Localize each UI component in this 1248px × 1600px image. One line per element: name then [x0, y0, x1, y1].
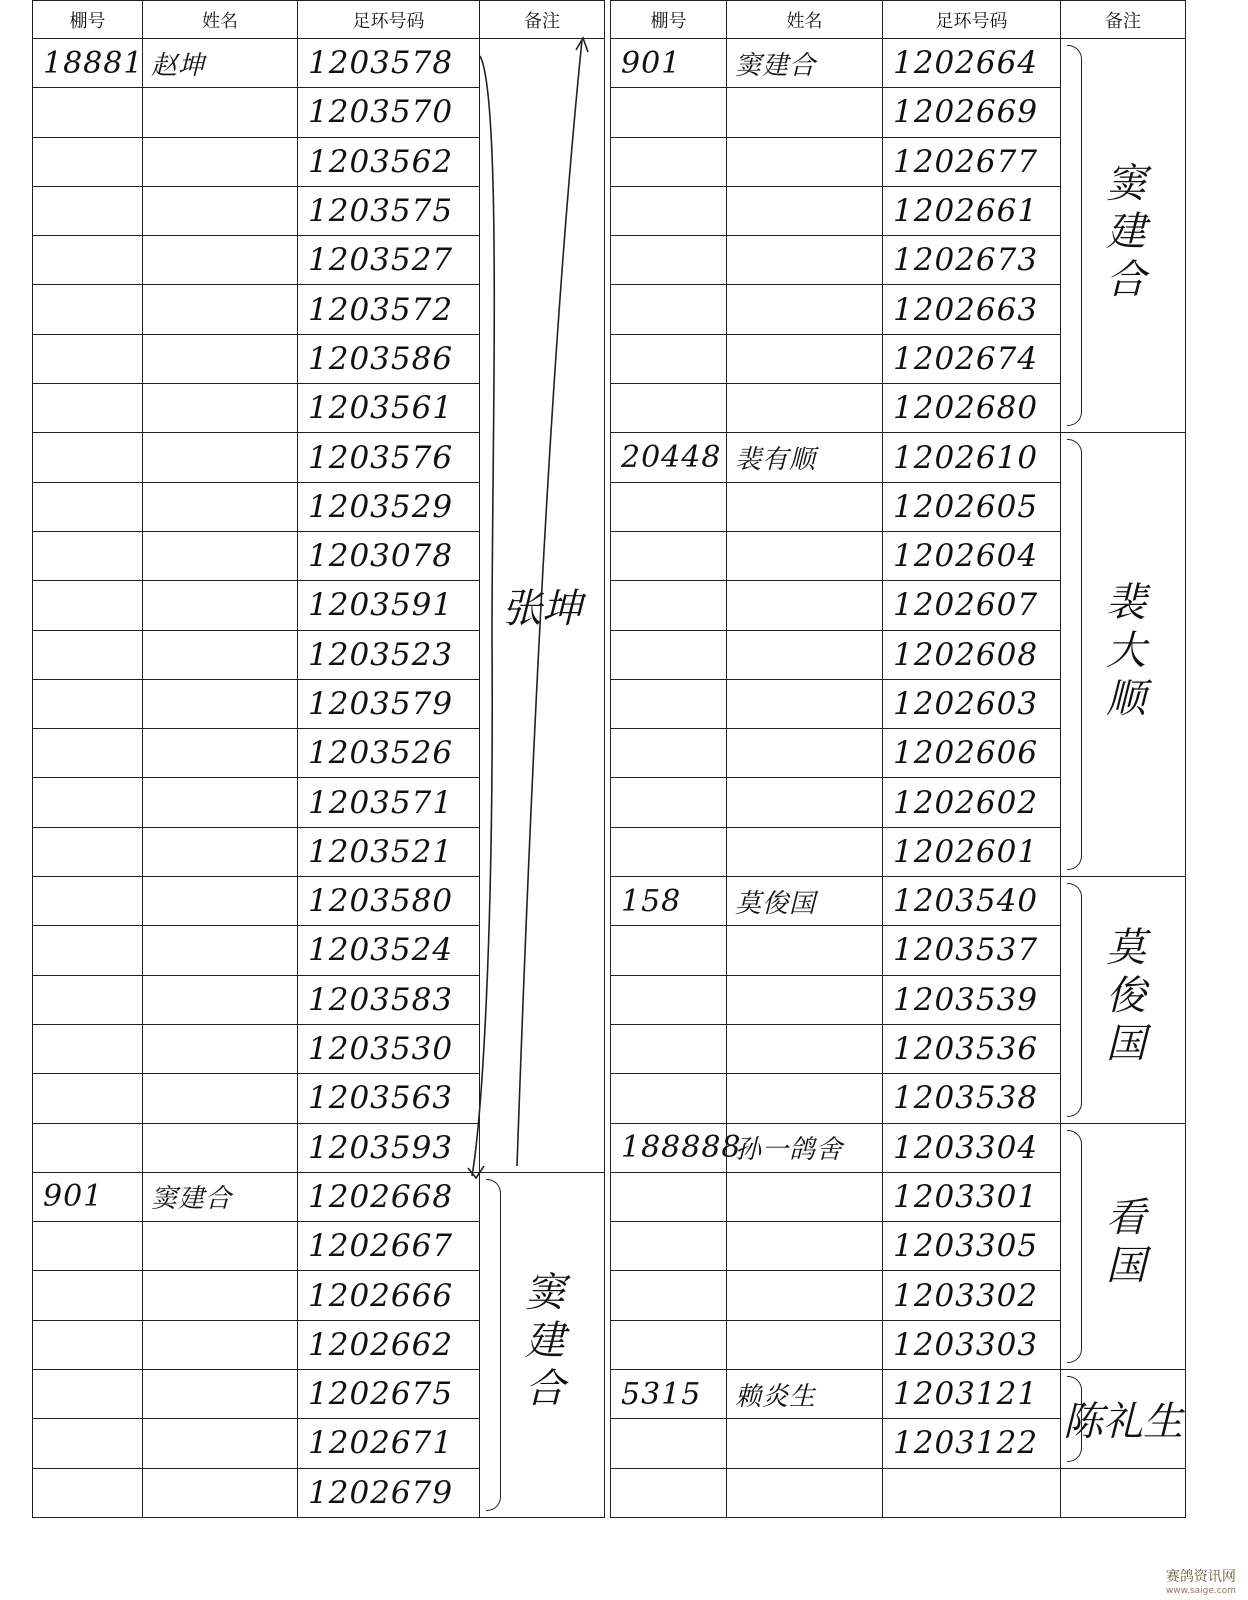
- ring-number-cell: 1203078: [298, 531, 480, 580]
- group-bracket: [486, 1179, 501, 1511]
- name-cell: [727, 1024, 883, 1073]
- right-register-table: [610, 0, 1186, 1518]
- name-cell: [143, 1074, 298, 1123]
- right-register-sheet: [610, 0, 1185, 1582]
- ring-number-cell: 1202664: [883, 39, 1061, 88]
- ring-number-cell: 1202662: [298, 1320, 480, 1369]
- name-cell: [727, 137, 883, 186]
- name-cell: [727, 630, 883, 679]
- header-row: [33, 1, 605, 39]
- name-cell: [143, 137, 298, 186]
- empty-cell: [883, 1468, 1061, 1517]
- name-cell: [143, 334, 298, 383]
- loft-cell: [611, 186, 727, 235]
- loft-cell: [611, 975, 727, 1024]
- loft-cell: [611, 236, 727, 285]
- group-bracket: [1067, 1130, 1082, 1363]
- loft-cell: [611, 1074, 727, 1123]
- ring-number-cell: 1203591: [298, 581, 480, 630]
- name-cell: [143, 679, 298, 728]
- loft-cell: 18881: [33, 39, 143, 88]
- header-ring: 足环号码: [298, 1, 480, 39]
- ring-number-cell: 1203530: [298, 1024, 480, 1073]
- header-row: [611, 1, 1186, 39]
- name-cell: [727, 1419, 883, 1468]
- ring-number-cell: 1202669: [883, 88, 1061, 137]
- name-cell: [727, 1074, 883, 1123]
- loft-cell: 901: [611, 39, 727, 88]
- header-loft: 棚号: [611, 1, 727, 39]
- name-cell: [143, 877, 298, 926]
- ring-number-cell: 1203521: [298, 827, 480, 876]
- table-row: [611, 877, 1186, 926]
- name-cell: 窦建合: [143, 1172, 298, 1221]
- loft-cell: [611, 630, 727, 679]
- ring-number-cell: 1203303: [883, 1320, 1061, 1369]
- name-cell: [143, 630, 298, 679]
- loft-cell: [33, 1370, 143, 1419]
- name-cell: [143, 975, 298, 1024]
- ring-number-cell: 1203121: [883, 1370, 1061, 1419]
- name-cell: [727, 531, 883, 580]
- loft-cell: [611, 1024, 727, 1073]
- loft-cell: [33, 1123, 143, 1172]
- name-cell: [727, 186, 883, 235]
- header-ring: 足环号码: [883, 1, 1061, 39]
- ring-number-cell: 1203302: [883, 1271, 1061, 1320]
- ring-number-cell: 1203537: [883, 926, 1061, 975]
- ring-number-cell: 1202679: [298, 1468, 480, 1517]
- loft-cell: [611, 778, 727, 827]
- loft-cell: [33, 236, 143, 285]
- ring-number-cell: 1202668: [298, 1172, 480, 1221]
- name-cell: 莫俊国: [727, 877, 883, 926]
- loft-cell: [611, 384, 727, 433]
- name-cell: [143, 236, 298, 285]
- note-text: 张坤: [502, 585, 582, 632]
- loft-cell: 158: [611, 877, 727, 926]
- ring-number-cell: 1202667: [298, 1222, 480, 1271]
- ring-number-cell: 1203524: [298, 926, 480, 975]
- note-cell: [480, 1172, 605, 1517]
- name-cell: [727, 334, 883, 383]
- ring-number-cell: 1203538: [883, 1074, 1061, 1123]
- note-cell: [480, 39, 605, 1173]
- loft-cell: [611, 1222, 727, 1271]
- ring-number-cell: 1203304: [883, 1123, 1061, 1172]
- table-row: [33, 39, 605, 88]
- loft-cell: [33, 285, 143, 334]
- note-cell: [1061, 433, 1186, 877]
- loft-cell: [33, 1024, 143, 1073]
- name-cell: [727, 729, 883, 778]
- loft-cell: [611, 285, 727, 334]
- header-name: 姓名: [727, 1, 883, 39]
- header-loft: 棚号: [33, 1, 143, 39]
- watermark-url: www.saige.com: [1165, 1586, 1236, 1596]
- note-cell: [1061, 1370, 1186, 1469]
- loft-cell: [33, 778, 143, 827]
- name-cell: [143, 729, 298, 778]
- watermark-text: 赛鸽资讯网: [1165, 1569, 1236, 1585]
- header-name: 姓名: [143, 1, 298, 39]
- loft-cell: [33, 1468, 143, 1517]
- group-bracket: [1067, 883, 1082, 1116]
- name-cell: [727, 1271, 883, 1320]
- name-cell: [727, 285, 883, 334]
- loft-cell: [611, 531, 727, 580]
- ring-number-cell: 1202610: [883, 433, 1061, 482]
- ring-number-cell: 1202608: [883, 630, 1061, 679]
- loft-cell: [33, 581, 143, 630]
- ring-number-cell: 1202601: [883, 827, 1061, 876]
- name-cell: [727, 384, 883, 433]
- group-bracket: [1067, 1376, 1082, 1462]
- name-cell: [727, 975, 883, 1024]
- ring-number-cell: 1203529: [298, 482, 480, 531]
- note-text: 窦建合: [518, 1270, 565, 1415]
- ring-number-cell: 1203593: [298, 1123, 480, 1172]
- ring-number-cell: 1202677: [883, 137, 1061, 186]
- ring-number-cell: 1203523: [298, 630, 480, 679]
- loft-cell: 20448: [611, 433, 727, 482]
- loft-cell: [33, 1271, 143, 1320]
- empty-cell: [1061, 1468, 1186, 1517]
- ring-number-cell: 1202673: [883, 236, 1061, 285]
- name-cell: [727, 778, 883, 827]
- left-register-table: [32, 0, 605, 1518]
- ring-number-cell: 1203563: [298, 1074, 480, 1123]
- name-cell: 窦建合: [727, 39, 883, 88]
- loft-cell: 5315: [611, 1370, 727, 1419]
- name-cell: [143, 1320, 298, 1369]
- table-row: [611, 1123, 1186, 1172]
- ring-number-cell: 1202606: [883, 729, 1061, 778]
- name-cell: [727, 827, 883, 876]
- name-cell: [727, 482, 883, 531]
- table-row: [611, 39, 1186, 88]
- note-text: 看国: [1099, 1196, 1146, 1293]
- table-row: [611, 1370, 1186, 1419]
- loft-cell: [33, 334, 143, 383]
- ring-number-cell: 1203571: [298, 778, 480, 827]
- name-cell: [143, 285, 298, 334]
- name-cell: [143, 186, 298, 235]
- ring-number-cell: 1203526: [298, 729, 480, 778]
- group-bracket: [1067, 439, 1082, 870]
- ring-number-cell: 1202663: [883, 285, 1061, 334]
- name-cell: [143, 384, 298, 433]
- loft-cell: [33, 1222, 143, 1271]
- group-bracket: [1067, 45, 1082, 426]
- name-cell: 裴有顺: [727, 433, 883, 482]
- ring-number-cell: 1202605: [883, 482, 1061, 531]
- name-cell: [143, 926, 298, 975]
- loft-cell: [33, 975, 143, 1024]
- name-cell: [727, 581, 883, 630]
- table-row: [611, 433, 1186, 482]
- name-cell: [143, 88, 298, 137]
- loft-cell: [33, 531, 143, 580]
- ring-number-cell: 1203562: [298, 137, 480, 186]
- ring-number-cell: 1203122: [883, 1419, 1061, 1468]
- header-note: 备注: [1061, 1, 1186, 39]
- loft-cell: 188888: [611, 1123, 727, 1172]
- loft-cell: [33, 1320, 143, 1369]
- note-cell: [1061, 877, 1186, 1123]
- site-watermark: [1166, 1566, 1236, 1596]
- loft-cell: [33, 1074, 143, 1123]
- ring-number-cell: 1203583: [298, 975, 480, 1024]
- name-cell: [143, 778, 298, 827]
- name-cell: [143, 581, 298, 630]
- ring-number-cell: 1202604: [883, 531, 1061, 580]
- name-cell: [727, 679, 883, 728]
- ring-number-cell: 1202675: [298, 1370, 480, 1419]
- note-cell: [1061, 39, 1186, 433]
- name-cell: [143, 1222, 298, 1271]
- ring-number-cell: 1203586: [298, 334, 480, 383]
- ring-number-cell: 1202603: [883, 679, 1061, 728]
- name-cell: [143, 482, 298, 531]
- ring-number-cell: 1203580: [298, 877, 480, 926]
- loft-cell: [611, 88, 727, 137]
- loft-cell: [33, 137, 143, 186]
- loft-cell: [611, 334, 727, 383]
- loft-cell: [33, 630, 143, 679]
- ring-number-cell: 1203527: [298, 236, 480, 285]
- loft-cell: [611, 1419, 727, 1468]
- ring-number-cell: 1203561: [298, 384, 480, 433]
- table-row: [33, 1172, 605, 1221]
- loft-cell: [611, 729, 727, 778]
- name-cell: [727, 926, 883, 975]
- note-text: 裴大顺: [1099, 580, 1146, 725]
- loft-cell: [33, 926, 143, 975]
- ring-number-cell: 1202680: [883, 384, 1061, 433]
- note-cell: [1061, 1123, 1186, 1369]
- ring-number-cell: 1203536: [883, 1024, 1061, 1073]
- loft-cell: [611, 679, 727, 728]
- empty-cell: [611, 1468, 727, 1517]
- name-cell: [143, 1468, 298, 1517]
- ring-number-cell: 1203301: [883, 1172, 1061, 1221]
- name-cell: [143, 1024, 298, 1073]
- name-cell: [143, 531, 298, 580]
- loft-cell: [33, 433, 143, 482]
- name-cell: [727, 1172, 883, 1221]
- ring-number-cell: 1203540: [883, 877, 1061, 926]
- loft-cell: [33, 877, 143, 926]
- loft-cell: [33, 679, 143, 728]
- loft-cell: [611, 1172, 727, 1221]
- name-cell: 赵坤: [143, 39, 298, 88]
- loft-cell: [33, 482, 143, 531]
- ring-number-cell: 1202602: [883, 778, 1061, 827]
- header-note: 备注: [480, 1, 605, 39]
- note-text: 陈礼生: [1063, 1399, 1183, 1446]
- loft-cell: [611, 1320, 727, 1369]
- name-cell: 孙一鸽舍: [727, 1123, 883, 1172]
- loft-cell: [611, 926, 727, 975]
- loft-cell: [33, 384, 143, 433]
- loft-cell: [33, 827, 143, 876]
- ring-number-cell: 1203575: [298, 186, 480, 235]
- loft-cell: 901: [33, 1172, 143, 1221]
- name-cell: [727, 88, 883, 137]
- name-cell: [727, 1320, 883, 1369]
- ring-number-cell: 1202674: [883, 334, 1061, 383]
- note-text: 莫俊国: [1099, 925, 1146, 1070]
- ring-number-cell: 1203576: [298, 433, 480, 482]
- ring-number-cell: 1202666: [298, 1271, 480, 1320]
- loft-cell: [611, 137, 727, 186]
- ring-number-cell: 1203539: [883, 975, 1061, 1024]
- name-cell: [143, 1370, 298, 1419]
- ring-number-cell: 1203570: [298, 88, 480, 137]
- ring-number-cell: 1202661: [883, 186, 1061, 235]
- name-cell: [143, 1271, 298, 1320]
- note-text: 窦建合: [1099, 161, 1146, 306]
- empty-row: [611, 1468, 1186, 1517]
- left-register-sheet: [32, 0, 604, 1582]
- loft-cell: [33, 729, 143, 778]
- loft-cell: [611, 1271, 727, 1320]
- name-cell: [143, 1123, 298, 1172]
- loft-cell: [33, 186, 143, 235]
- name-cell: [143, 433, 298, 482]
- loft-cell: [611, 581, 727, 630]
- ring-number-cell: 1202671: [298, 1419, 480, 1468]
- name-cell: 赖炎生: [727, 1370, 883, 1419]
- loft-cell: [33, 88, 143, 137]
- empty-cell: [727, 1468, 883, 1517]
- ring-number-cell: 1203572: [298, 285, 480, 334]
- loft-cell: [611, 482, 727, 531]
- ring-number-cell: 1203578: [298, 39, 480, 88]
- loft-cell: [33, 1419, 143, 1468]
- name-cell: [727, 1222, 883, 1271]
- loft-cell: [611, 827, 727, 876]
- ring-number-cell: 1203579: [298, 679, 480, 728]
- ring-number-cell: 1202607: [883, 581, 1061, 630]
- name-cell: [727, 236, 883, 285]
- name-cell: [143, 827, 298, 876]
- name-cell: [143, 1419, 298, 1468]
- ring-number-cell: 1203305: [883, 1222, 1061, 1271]
